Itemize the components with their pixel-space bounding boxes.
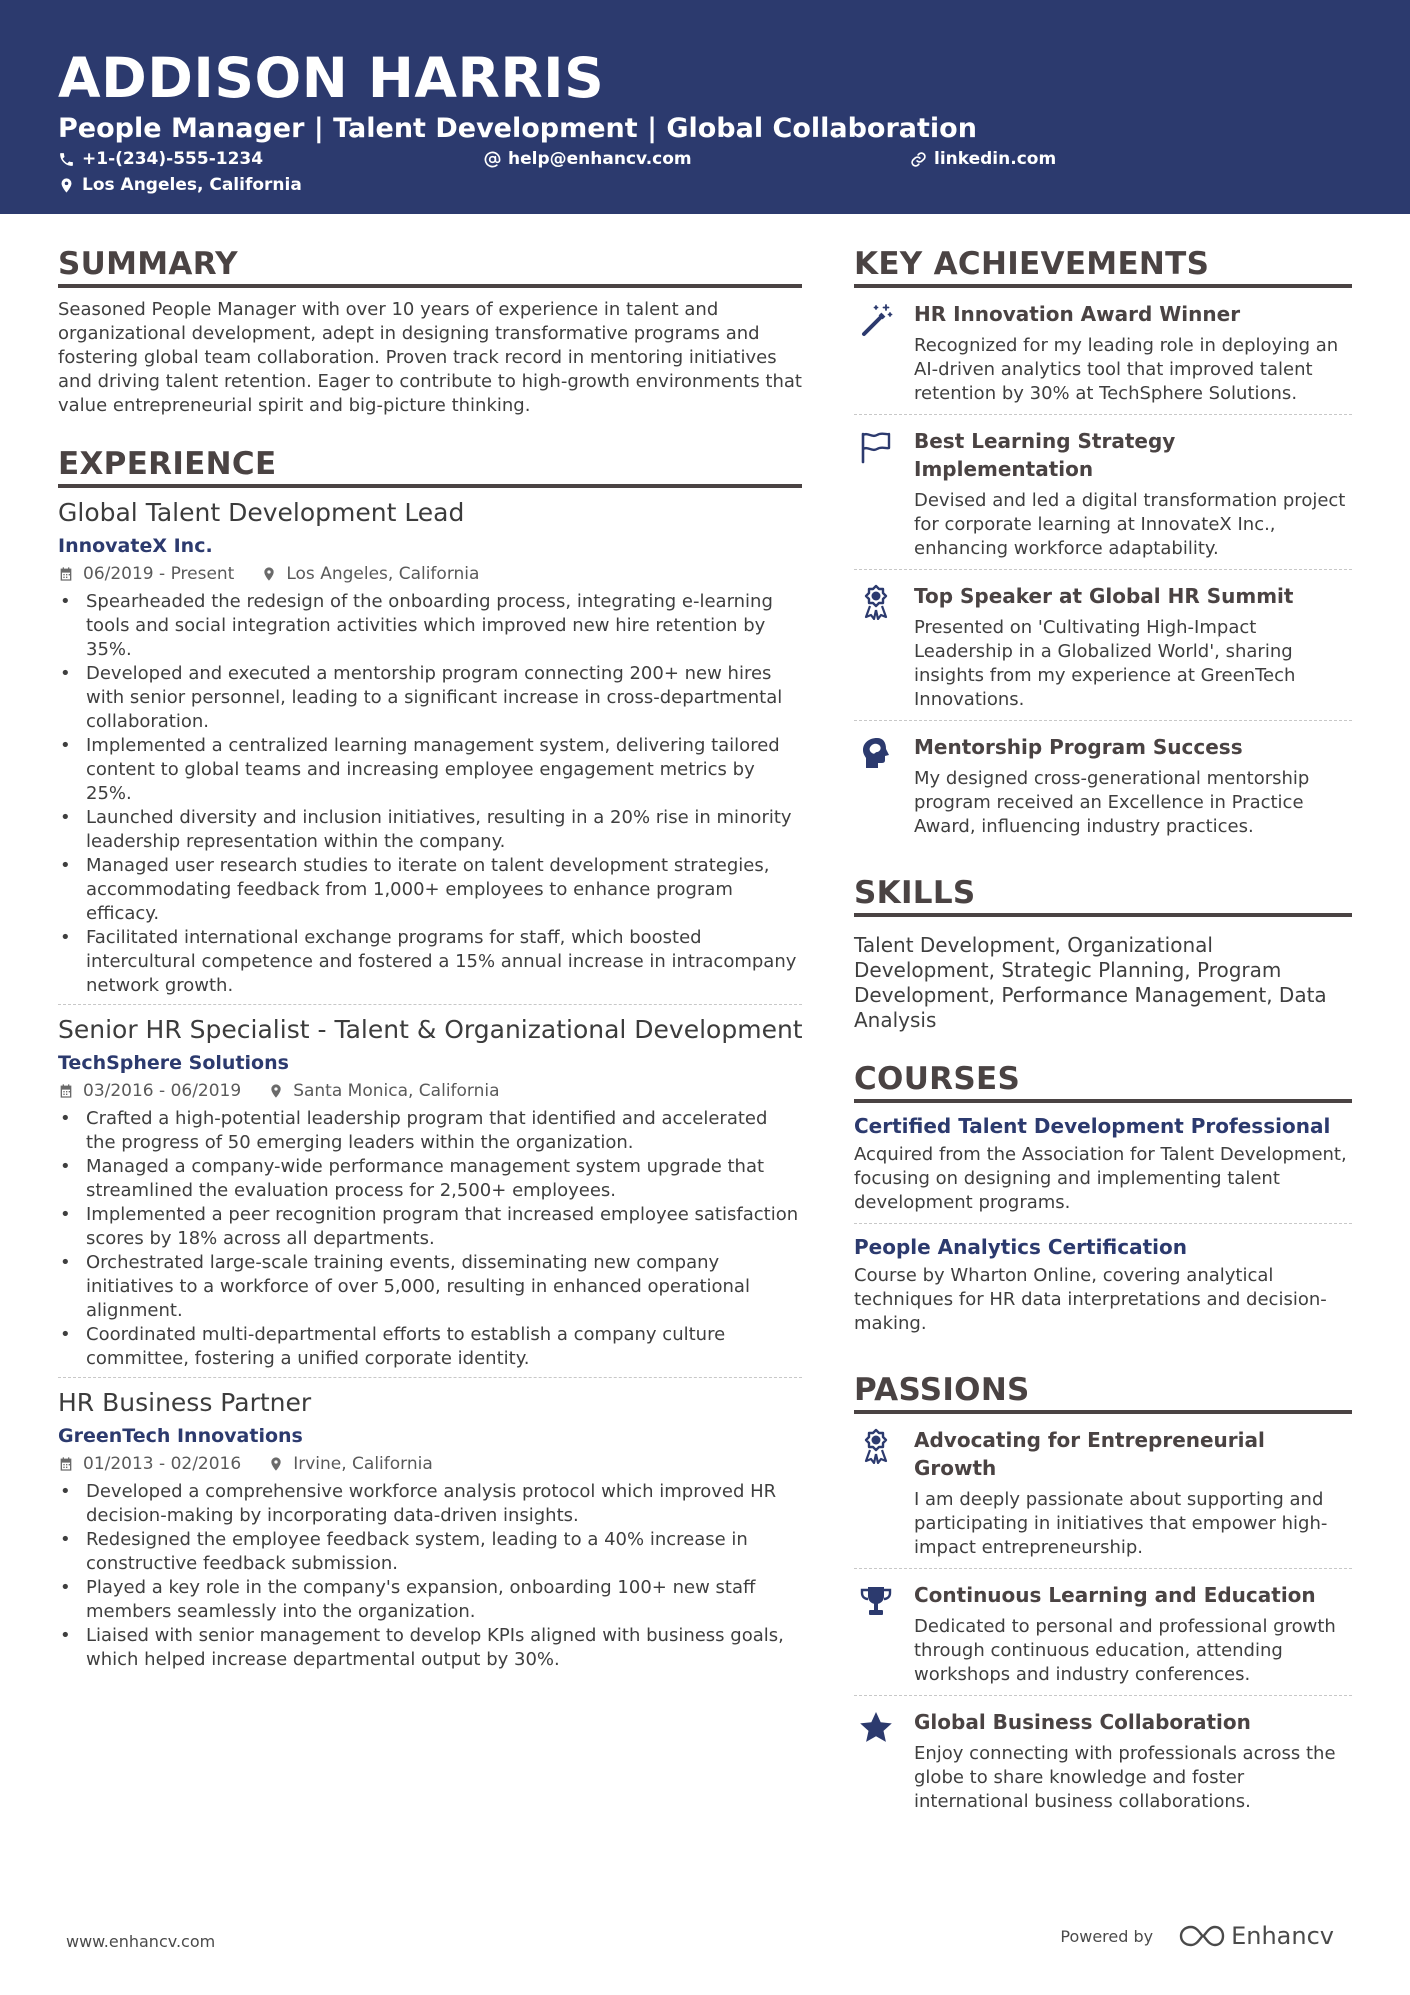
bullet-item: • Launched diversity and inclusion initiatives, resulting in a 20% rise in minority leadership representation within the company. — [58, 806, 802, 854]
job-entry — [58, 488, 802, 1004]
achievement-title: Best Learning Strategy Implementation — [914, 429, 1176, 481]
achievements-title: KEY ACHIEVEMENTS — [854, 244, 1352, 288]
passion-desc: Dedicated to personal and professional growth through continuous education, attending workshops and industry conferences. — [914, 1616, 1336, 1685]
job-dates: 06/2019 - Present — [83, 564, 235, 584]
company-name: InnovateX Inc. — [58, 535, 213, 557]
job-dates: 03/2016 - 06/2019 — [83, 1081, 242, 1101]
bullet-item: • Orchestrated large-scale training events, disseminating new company initiatives to a workforce of over 5,000, resulting in enhanced operational alignment. — [58, 1251, 802, 1323]
skills-section — [854, 873, 1352, 1033]
course-desc: Acquired from the Association for Talent Development, focusing on designing and implementing talent development programs. — [854, 1144, 1347, 1213]
phone-icon — [58, 151, 75, 168]
achievement-title: Mentorship Program Success — [914, 735, 1243, 759]
course-desc: Course by Wharton Online, covering analytical techniques for HR data interpretations and decision-making. — [854, 1265, 1327, 1334]
contact-location — [58, 174, 302, 196]
course-title: People Analytics Certification — [854, 1235, 1187, 1259]
passion-title: Continuous Learning and Education — [914, 1583, 1316, 1607]
passion-item — [854, 1568, 1352, 1695]
summary-section — [58, 244, 802, 418]
bullet-item: • Developed a comprehensive workforce analysis protocol which improved HR decision-making by incorporating data-driven insights. — [58, 1480, 802, 1528]
passion-body — [914, 1581, 1352, 1687]
brand-logo[interactable] — [1179, 1922, 1334, 1950]
achievement-item — [854, 288, 1352, 414]
bullet-item: • Managed a company-wide performance management system upgrade that streamlined the evaluation process for 2,500+ employees. — [58, 1155, 802, 1203]
contact-phone — [58, 148, 263, 170]
head-brain-icon — [858, 735, 894, 771]
contact-linkedin[interactable] — [910, 148, 1056, 170]
passion-item — [854, 1695, 1352, 1822]
achievement-body — [914, 733, 1352, 839]
job-title: HR Business Partner — [58, 1388, 312, 1417]
job-dates: 01/2013 - 02/2016 — [83, 1454, 242, 1474]
job-location-wrap — [261, 562, 479, 586]
passion-icon-wrap — [854, 1581, 898, 1687]
courses-title: COURSES — [854, 1059, 1352, 1103]
achievement-icon-wrap — [854, 427, 898, 561]
achievement-title: Top Speaker at Global HR Summit — [914, 584, 1294, 608]
summary-text: Seasoned People Manager with over 10 years of experience in talent and organizational development, adept in designing transformative programs and fostering global team collaboration. Proven track record in mentoring initiatives and driving talent retention. Eager to contribute to high-growth environments that value entrepreneurial spirit and big-picture thinking. — [58, 299, 802, 416]
skills-title: SKILLS — [854, 873, 1352, 917]
link-icon — [910, 151, 927, 168]
job-location-wrap — [268, 1452, 433, 1476]
trophy-icon — [858, 1583, 894, 1619]
bullet-item: • Developed and executed a mentorship program connecting 200+ new hires with senior personnel, leading to a significant increase in cross-departmental collaboration. — [58, 662, 802, 734]
job-location-wrap — [268, 1079, 499, 1103]
passion-desc: Enjoy connecting with professionals across the globe to share knowledge and foster international business collaborations. — [914, 1743, 1336, 1812]
job-title: Global Talent Development Lead — [58, 498, 465, 527]
achievements-section — [854, 244, 1352, 847]
footer-website[interactable]: www.enhancv.com — [66, 1932, 216, 1951]
passion-body — [914, 1708, 1352, 1814]
brand-name: Enhancv — [1231, 1922, 1334, 1950]
achievement-item — [854, 720, 1352, 847]
powered-by-text: Powered by — [1060, 1926, 1154, 1946]
achievement-desc: My designed cross-generational mentorship program received an Excellence in Practice Award, influencing industry practices. — [914, 768, 1310, 837]
job-meta — [58, 1079, 802, 1103]
location-pin-icon — [58, 177, 75, 194]
achievement-item — [854, 569, 1352, 720]
passions-title: PASSIONS — [854, 1370, 1352, 1414]
bullet-item: • Managed user research studies to iterate on talent development strategies, accommodating feedback from 1,000+ employees to enhance program efficacy. — [58, 854, 802, 926]
passions-section — [854, 1370, 1352, 1822]
job-location: Los Angeles, California — [286, 564, 480, 584]
job-bullets — [58, 590, 802, 998]
calendar-icon — [58, 1083, 74, 1099]
star-icon — [858, 1710, 894, 1746]
bullet-item: • Coordinated multi-departmental efforts to establish a company culture committee, fostering a unified corporate identity. — [58, 1323, 802, 1371]
achievement-desc: Presented on 'Cultivating High-Impact Leadership in a Globalized World', sharing insights from my experience at GreenTech Innovations. — [914, 617, 1296, 710]
job-meta — [58, 562, 802, 586]
bullet-item: • Implemented a peer recognition program that increased employee satisfaction scores by 18% across all departments. — [58, 1203, 802, 1251]
achievement-icon-wrap — [854, 300, 898, 406]
left-column — [58, 244, 802, 1704]
resume-header — [0, 0, 1410, 214]
footer-branding — [1060, 1922, 1334, 1950]
passion-item — [854, 1414, 1352, 1568]
enhancv-logo-icon — [1179, 1923, 1225, 1949]
experience-section — [58, 444, 802, 1678]
right-column — [854, 244, 1352, 1848]
bullet-item: • Implemented a centralized learning management system, delivering tailored content to global teams and increasing employee engagement metrics by 25%. — [58, 734, 802, 806]
bullet-item: • Liaised with senior management to develop KPIs aligned with business goals, which helped increase departmental output by 30%. — [58, 1624, 802, 1672]
passion-body — [914, 1426, 1352, 1560]
course-title: Certified Talent Development Professional — [854, 1114, 1331, 1138]
calendar-icon — [58, 566, 74, 582]
contact-email[interactable] — [484, 148, 692, 170]
passion-title: Advocating for Entrepreneurial Growth — [914, 1428, 1265, 1480]
award-ribbon-icon — [858, 584, 894, 620]
bullet-item: • Redesigned the employee feedback system, leading to a 40% increase in constructive feedback submission. — [58, 1528, 802, 1576]
job-entry — [58, 1377, 802, 1678]
job-bullets — [58, 1480, 802, 1672]
company-name: TechSphere Solutions — [58, 1052, 289, 1074]
location-pin-icon — [268, 1456, 284, 1472]
job-bullets — [58, 1107, 802, 1371]
phone-text: +1-(234)-555-1234 — [82, 149, 264, 169]
passion-icon-wrap — [854, 1708, 898, 1814]
passion-icon-wrap — [854, 1426, 898, 1560]
achievement-icon-wrap — [854, 733, 898, 839]
skills-text: Talent Development, Organizational Development, Strategic Planning, Program Development, Performance Management, Data Analysis — [854, 933, 1327, 1032]
linkedin-text: linkedin.com — [934, 149, 1057, 169]
calendar-icon — [58, 1456, 74, 1472]
experience-title: EXPERIENCE — [58, 444, 802, 488]
passion-desc: I am deeply passionate about supporting and participating in initiatives that empower high-impact entrepreneurship. — [914, 1489, 1328, 1558]
award-ribbon-icon — [858, 1428, 894, 1464]
magic-wand-icon — [858, 302, 894, 338]
achievement-body — [914, 427, 1352, 561]
headline: People Manager | Talent Development | Global Collaboration — [58, 113, 977, 144]
company-name: GreenTech Innovations — [58, 1425, 303, 1447]
courses-section — [854, 1059, 1352, 1344]
achievement-desc: Devised and led a digital transformation project for corporate learning at InnovateX Inc., enhancing workforce adaptability. — [914, 490, 1346, 559]
course-item — [854, 1103, 1352, 1223]
job-meta — [58, 1452, 802, 1476]
achievement-body — [914, 582, 1352, 712]
bullet-item: • Spearheaded the redesign of the onboarding process, integrating e-learning tools and social integration activities which improved new hire retention by 35%. — [58, 590, 802, 662]
job-location: Irvine, California — [293, 1454, 433, 1474]
at-sign-icon — [484, 151, 501, 168]
achievement-desc: Recognized for my leading role in deploying an AI-driven analytics tool that improved talent retention by 30% at TechSphere Solutions. — [914, 335, 1339, 404]
bullet-item: • Facilitated international exchange programs for staff, which boosted intercultural competence and fostered a 15% annual increase in intracompany network growth. — [58, 926, 802, 998]
bullet-item: • Crafted a high-potential leadership program that identified and accelerated the progress of 50 emerging leaders within the organization. — [58, 1107, 802, 1155]
location-text: Los Angeles, California — [82, 175, 302, 195]
achievement-icon-wrap — [854, 582, 898, 712]
location-pin-icon — [268, 1083, 284, 1099]
job-title: Senior HR Specialist - Talent & Organizational Development — [58, 1015, 803, 1044]
passion-title: Global Business Collaboration — [914, 1710, 1251, 1734]
job-entry — [58, 1004, 802, 1377]
bullet-item: • Played a key role in the company's expansion, onboarding 100+ new staff members seamlessly into the organization. — [58, 1576, 802, 1624]
location-pin-icon — [261, 566, 277, 582]
job-location: Santa Monica, California — [293, 1081, 500, 1101]
email-text: help@enhancv.com — [508, 149, 692, 169]
summary-title: SUMMARY — [58, 244, 802, 288]
achievement-body — [914, 300, 1352, 406]
candidate-name: ADDISON HARRIS — [58, 46, 605, 110]
course-item — [854, 1223, 1352, 1344]
flag-icon — [858, 429, 894, 465]
achievement-item — [854, 414, 1352, 569]
achievement-title: HR Innovation Award Winner — [914, 302, 1241, 326]
